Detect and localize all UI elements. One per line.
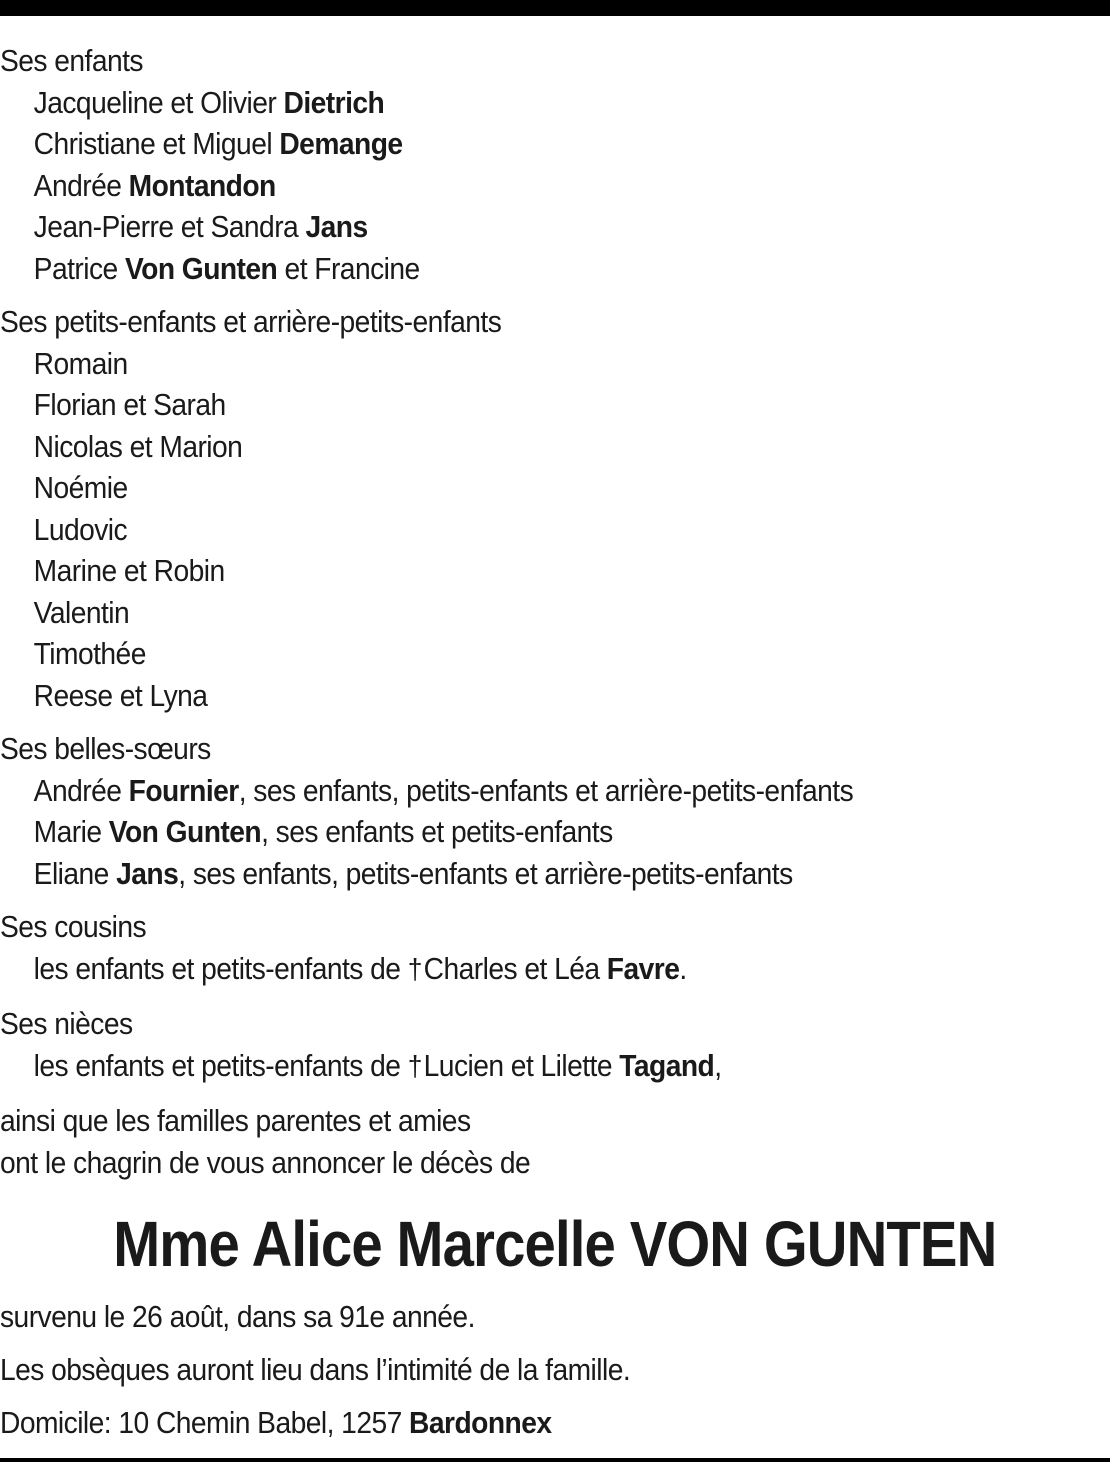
- family-member: Romain: [33, 345, 128, 381]
- surname: Dietrich: [283, 84, 385, 120]
- family-member: [0, 82, 1001, 124]
- family-member: Florian et Sarah: [33, 387, 226, 422]
- first-names: Patrice: [33, 250, 118, 286]
- family-member: Ludovic: [33, 511, 128, 547]
- family-member: [0, 248, 1001, 290]
- domicile-city: Bardonnex: [409, 1405, 552, 1440]
- first-names: Jacqueline et Olivier: [33, 84, 277, 120]
- section-heading: Ses cousins: [0, 909, 147, 944]
- cross-icon: †: [407, 953, 422, 986]
- top-rule: [0, 0, 1110, 16]
- children-section: [0, 40, 1100, 289]
- family-member: Nicolas et Marion: [33, 428, 243, 464]
- grandchildren-section: [0, 301, 1100, 716]
- family-member: [0, 770, 1001, 812]
- suffix: , ses enfants, petits-enfants et arrière-petits-enfants: [238, 772, 854, 808]
- surname: Montandon: [128, 167, 276, 203]
- cousins-section: [0, 906, 1100, 991]
- funeral-line: Les obsèques auront lieu dans l’intimité de la famille.: [0, 1352, 631, 1387]
- closing-line: ont le chagrin de vous annoncer le décès de: [0, 1144, 531, 1180]
- surname: Favre: [606, 950, 680, 986]
- section-heading: Ses nièces: [0, 1006, 133, 1041]
- prefix: les enfants et petits-enfants de: [33, 1047, 401, 1083]
- surname: Jans: [305, 209, 368, 244]
- surname: Demange: [279, 126, 403, 161]
- surname: Tagand: [619, 1047, 715, 1083]
- family-member: [0, 811, 1001, 853]
- family-member: Timothée: [33, 636, 146, 671]
- domicile-line: [0, 1396, 1001, 1449]
- section-heading: Ses belles-sœurs: [0, 731, 211, 766]
- surname: Von Gunten: [108, 814, 262, 849]
- first-names: Lucien et Lilette: [423, 1047, 612, 1083]
- nieces-section: [0, 1003, 1100, 1088]
- first-names: Eliane: [33, 855, 109, 891]
- cross-icon: †: [407, 1050, 422, 1083]
- closing-line: ainsi que les familles parentes et amies: [0, 1103, 471, 1138]
- family-member: [0, 948, 1001, 992]
- deceased-name-text: Mme Alice Marcelle VON GUNTEN: [113, 1208, 997, 1280]
- bottom-rule: [0, 1458, 1110, 1462]
- suffix: , ses enfants, petits-enfants et arrière-petits-enfants: [178, 855, 793, 891]
- family-member: [0, 165, 1001, 207]
- prefix: les enfants et petits-enfants de: [33, 950, 401, 986]
- family-member: Valentin: [33, 594, 130, 630]
- notice-body: [0, 40, 1100, 1183]
- first-names: Andrée: [33, 167, 122, 203]
- surname: Von Gunten: [124, 250, 278, 286]
- family-member: Noémie: [33, 470, 128, 505]
- date-line: survenu le 26 août, dans sa 91e année.: [0, 1299, 475, 1334]
- suffix: ,: [714, 1047, 722, 1083]
- deceased-name: [0, 1205, 1110, 1283]
- closing-text: [0, 1100, 1100, 1183]
- family-member: [0, 123, 1001, 165]
- suffix: .: [679, 950, 687, 986]
- section-heading: Ses petits-enfants et arrière-petits-enfants: [0, 304, 502, 339]
- first-names: Christiane et Miguel: [33, 126, 273, 161]
- family-member: Marine et Robin: [33, 553, 225, 588]
- notice-details: [0, 1290, 1100, 1449]
- first-names: Marie: [33, 814, 102, 849]
- surname: Fournier: [128, 772, 239, 808]
- first-names: Andrée: [33, 772, 122, 808]
- suffix: , ses enfants et petits-enfants: [261, 814, 613, 849]
- family-member: [0, 206, 1001, 248]
- family-member: [0, 853, 1001, 895]
- domicile-address: Domicile: 10 Chemin Babel, 1257: [0, 1405, 402, 1440]
- section-heading: Ses enfants: [0, 43, 143, 78]
- first-names: Charles et Léa: [423, 950, 600, 986]
- family-member: Reese et Lyna: [33, 677, 208, 713]
- sisters-in-law-section: [0, 728, 1100, 894]
- first-names: Jean-Pierre et Sandra: [33, 209, 299, 244]
- surname: Jans: [116, 855, 179, 891]
- suffix: et Francine: [284, 250, 420, 286]
- family-member: [0, 1045, 1001, 1089]
